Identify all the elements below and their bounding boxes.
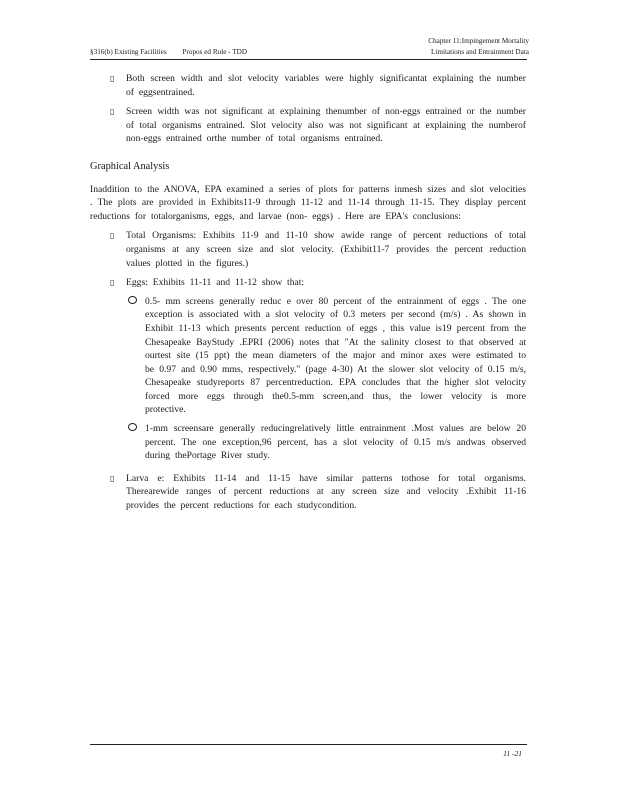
- bullet-square-icon: ▯: [110, 278, 115, 288]
- footer-rule-line: [90, 744, 527, 745]
- bullet-circle-icon: [128, 423, 137, 431]
- conclusion-larvae: Larva e: Exhibits 11-14 and 11-15 have similar patterns tothose for total organisms. Therearewide ranges of percent reductions at any screen size and velocity .Exhibit 11-16 provides the percent reductions for each studycondition.: [126, 472, 526, 512]
- section-heading: Graphical Analysis: [90, 160, 170, 172]
- list-item: [90, 276, 526, 290]
- header-chapter: Chapter 11:Impingement Mortality: [428, 37, 529, 45]
- header-rule: Propos ed Rule - TDD: [182, 48, 248, 56]
- bullet-square-icon: ▯: [110, 74, 115, 83]
- document-body: [90, 72, 526, 513]
- conclusion-total-organisms: Total Organisms: Exhibits 11-9 and 11-10 show awide range of percent reductions of total organisms at any screen size and slot velocity. (Exhibit11-7 provides the percent reduction values plotted in the figures.): [126, 230, 526, 269]
- sub-list-item: [90, 295, 526, 417]
- bullet-text: Screen width was not significant at explaining thenumber of non-eggs entrained or the number of total organisms entrained. Slot velocity also was not significant at explaining the numberof non-eggs entrained orthe number of total organisms entrained.: [126, 106, 526, 145]
- header-rule-line: [90, 59, 527, 60]
- bullet-square-icon: ▯: [110, 107, 115, 117]
- conclusion-eggs: Eggs: Exhibits 11-11 and 11-12 show that:: [126, 277, 305, 289]
- header-section: §316(b) Existing Facilities: [90, 48, 167, 56]
- bullet-text: Both screen width and slot velocity variables were highly significantat explaining the number of eggsentrained.: [126, 73, 526, 98]
- sub-bullet-text: 1-mm screensare generally reducingrelatively little entrainment .Most values are below 20 percent. The one exception,96 percent, has a slot velocity of 0.15 m/s andwas observed during thePortage River study.: [145, 423, 526, 462]
- list-item: [90, 472, 526, 513]
- bullet-square-icon: ▯: [110, 473, 115, 483]
- bullet-square-icon: ▯: [110, 231, 115, 241]
- list-item: [90, 229, 526, 270]
- list-item: [90, 105, 526, 146]
- page-number: 11 -21: [503, 749, 522, 758]
- sub-list-item: [90, 422, 526, 463]
- intro-paragraph: Inaddition to the ANOVA, EPA examined a series of plots for patterns inmesh sizes and slot velocities . The plots are provided in Exhibits11-9 through 11-12 and 11-14 through 11-15. They display percent reductions for totalorganisms, eggs, and larvae (non- eggs) . Here are EPA's conclusions:: [90, 183, 526, 222]
- header-chapter-subtitle: Limitations and Entrainment Data: [430, 48, 529, 56]
- list-item: [90, 72, 526, 99]
- bullet-circle-icon: [128, 296, 137, 304]
- sub-bullet-text: 0.5- mm screens generally reduc e over 80 percent of the entrainment of eggs . The one exception is associated with a slot velocity of 0.3 meters per second (m/s) . As shown in Exhibit 11-13 which presents percent reduction of eggs , this value is19 percent from the Chesapeake BayStudy .EPRI (2006) notes that "At the salinity closest to that observed at ourtest site (15 ppt) the mean diameters of the major and minor axes were estimated to be 0.97 and 0.90 mms, respectively." (page 4-30) At the slower slot velocity of 0.15 m/s, Chesapeake studyreports 87 percentreduction. EPA concludes that the higher slot velocity forced more eggs through the0.5-mm screen,and thus, the lower velocity is more protective.: [145, 295, 526, 416]
- header-left: [90, 47, 261, 57]
